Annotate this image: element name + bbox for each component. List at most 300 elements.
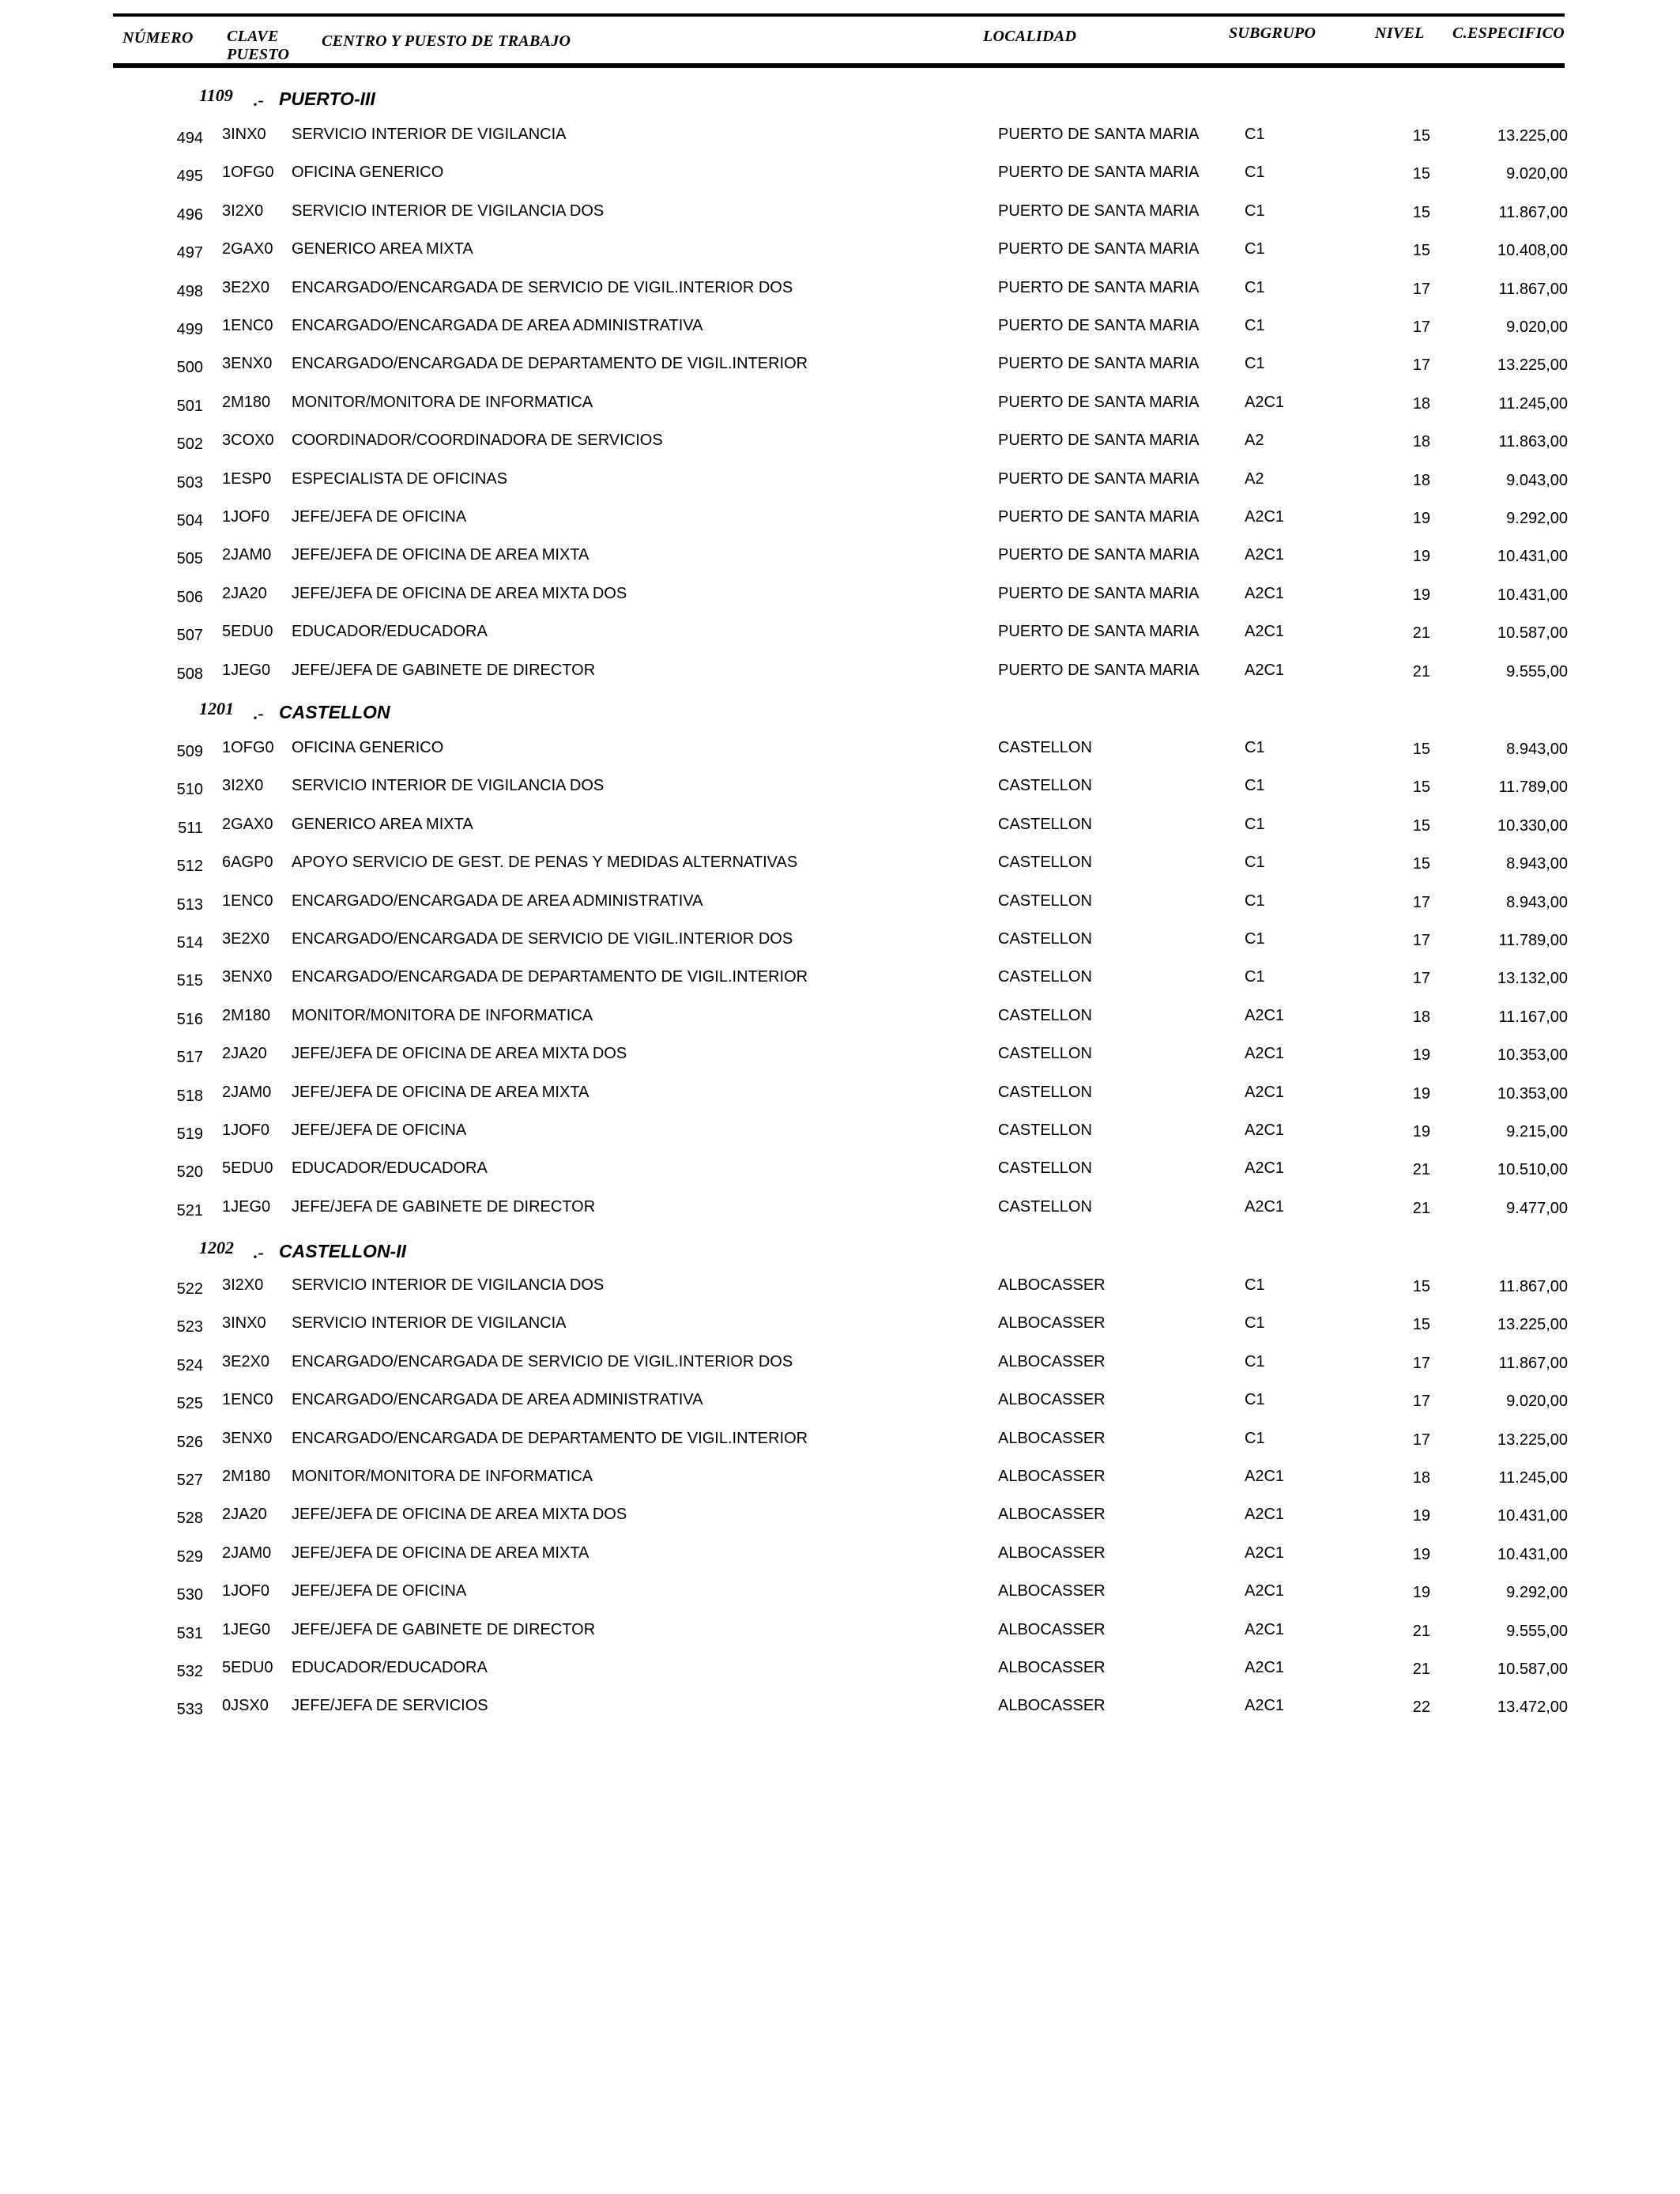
cell-c-especifico: 9.020,00 (1506, 319, 1568, 336)
cell-numero: 508 (176, 665, 203, 683)
cell-centro: ESPECIALISTA DE OFICINAS (292, 469, 508, 488)
cell-c-especifico: 9.292,00 (1506, 510, 1568, 527)
table-row (0, 854, 1680, 880)
cell-subgrupo: A2C1 (1245, 1506, 1285, 1524)
cell-centro: SERVICIO INTERIOR DE VIGILANCIA DOS (292, 777, 605, 795)
cell-nivel: 17 (1412, 1354, 1430, 1372)
cell-subgrupo: C1 (1245, 1391, 1265, 1409)
cell-nivel: 18 (1412, 1469, 1430, 1487)
cell-numero: 530 (176, 1586, 203, 1604)
cell-subgrupo: A2C1 (1245, 1697, 1285, 1715)
cell-c-especifico: 11.789,00 (1498, 932, 1568, 949)
cell-clave: 5EDU0 (222, 623, 273, 641)
cell-clave: 1ENC0 (222, 892, 273, 910)
cell-numero: 512 (176, 858, 203, 876)
cell-centro: JEFE/JEFA DE OFICINA (292, 1582, 467, 1600)
cell-numero: 503 (176, 473, 203, 492)
cell-nivel: 17 (1412, 356, 1430, 375)
cell-nivel: 21 (1412, 1661, 1430, 1678)
cell-clave: 2M180 (222, 1468, 271, 1485)
cell-clave: 2GAX0 (222, 240, 273, 258)
table-row (0, 1159, 1680, 1186)
cell-centro: ENCARGADO/ENCARGADA DE DEPARTAMENTO DE VIGIL.INTERIOR (292, 1429, 808, 1447)
table-row (0, 164, 1680, 190)
cell-subgrupo: A2C1 (1245, 508, 1285, 526)
cell-clave: 6AGP0 (222, 854, 273, 872)
cell-subgrupo: C1 (1245, 278, 1265, 296)
cell-localidad: PUERTO DE SANTA MARIA (998, 240, 1200, 258)
cell-numero: 524 (176, 1356, 203, 1374)
cell-centro: SERVICIO INTERIOR DE VIGILANCIA DOS (292, 202, 605, 220)
cell-localidad: ALBOCASSER (998, 1659, 1106, 1676)
cell-clave: 3ENX0 (222, 968, 273, 986)
cell-subgrupo: A2C1 (1245, 1006, 1285, 1024)
cell-localidad: PUERTO DE SANTA MARIA (998, 508, 1200, 526)
section-name: CASTELLON (279, 702, 390, 722)
cell-numero: 497 (176, 244, 203, 262)
cell-nivel: 15 (1412, 778, 1430, 797)
cell-clave: 3ENX0 (222, 1429, 273, 1447)
cell-nivel: 21 (1412, 1199, 1430, 1217)
cell-c-especifico: 10.431,00 (1497, 1507, 1568, 1525)
cell-c-especifico: 9.292,00 (1506, 1584, 1568, 1602)
cell-subgrupo: A2C1 (1245, 1544, 1285, 1562)
cell-nivel: 19 (1412, 1507, 1430, 1525)
cell-centro: JEFE/JEFA DE OFICINA DE AREA MIXTA (292, 546, 590, 564)
cell-nivel: 21 (1412, 1161, 1430, 1179)
cell-subgrupo: A2C1 (1245, 584, 1285, 602)
cell-centro: EDUCADOR/EDUCADORA (292, 1159, 488, 1178)
cell-clave: 3E2X0 (222, 930, 270, 948)
cell-localidad: PUERTO DE SANTA MARIA (998, 432, 1200, 450)
cell-clave: 3COX0 (222, 432, 274, 450)
cell-c-especifico: 13.225,00 (1497, 356, 1568, 375)
cell-numero: 509 (176, 743, 203, 760)
cell-clave: 2GAX0 (222, 815, 273, 833)
cell-localidad: PUERTO DE SANTA MARIA (998, 164, 1200, 182)
table-row (0, 432, 1680, 458)
cell-numero: 532 (176, 1663, 203, 1680)
cell-clave: 1ENC0 (222, 317, 273, 334)
cell-clave: 2M180 (222, 1006, 271, 1024)
header-centro: CENTRO Y PUESTO DE TRABAJO (322, 32, 571, 50)
table-row (0, 739, 1680, 766)
cell-c-especifico: 13.225,00 (1497, 127, 1568, 145)
cell-numero: 501 (176, 397, 203, 415)
cell-clave: 2M180 (222, 393, 271, 411)
header-clave: CLAVE (227, 28, 279, 45)
cell-clave: 3I2X0 (222, 1276, 264, 1294)
cell-numero: 516 (176, 1010, 203, 1028)
cell-localidad: CASTELLON (998, 739, 1092, 756)
cell-nivel: 15 (1412, 855, 1430, 873)
cell-nivel: 17 (1412, 970, 1430, 988)
table-row (0, 1391, 1680, 1418)
cell-c-especifico: 10.353,00 (1497, 1046, 1568, 1065)
table-row (0, 930, 1680, 957)
cell-c-especifico: 9.020,00 (1506, 165, 1568, 183)
cell-nivel: 21 (1412, 1622, 1430, 1640)
table-row (0, 968, 1680, 995)
cell-c-especifico: 9.215,00 (1506, 1123, 1568, 1140)
cell-clave: 2JAM0 (222, 1083, 272, 1101)
cell-subgrupo: C1 (1245, 202, 1265, 220)
table-row (0, 240, 1680, 267)
cell-nivel: 21 (1412, 662, 1430, 680)
cell-clave: 2JAM0 (222, 1544, 272, 1562)
cell-centro: JEFE/JEFA DE GABINETE DE DIRECTOR (292, 661, 596, 679)
header-nivel: NIVEL (1375, 25, 1425, 42)
cell-clave: 1ENC0 (222, 1391, 273, 1409)
cell-localidad: ALBOCASSER (998, 1352, 1106, 1370)
cell-nivel: 19 (1412, 1545, 1430, 1563)
cell-subgrupo: A2C1 (1245, 1468, 1285, 1485)
cell-c-especifico: 13.132,00 (1497, 970, 1568, 988)
cell-clave: 1JEG0 (222, 661, 271, 679)
cell-nivel: 15 (1412, 165, 1430, 183)
cell-c-especifico: 11.867,00 (1498, 1354, 1568, 1372)
table-row (0, 1007, 1680, 1034)
cell-clave: 1JOF0 (222, 1122, 270, 1139)
cell-subgrupo: A2C1 (1245, 1197, 1285, 1216)
cell-numero: 504 (176, 512, 203, 530)
cell-localidad: CASTELLON (998, 930, 1092, 948)
cell-clave: 1JEG0 (222, 1620, 271, 1638)
table-row (0, 1198, 1680, 1225)
cell-subgrupo: C1 (1245, 240, 1265, 258)
cell-localidad: ALBOCASSER (998, 1468, 1106, 1485)
cell-subgrupo: A2C1 (1245, 1659, 1285, 1676)
table-row (0, 470, 1680, 497)
cell-centro: EDUCADOR/EDUCADORA (292, 1659, 488, 1676)
cell-numero: 520 (176, 1163, 203, 1182)
cell-subgrupo: C1 (1245, 164, 1265, 182)
cell-numero: 526 (176, 1433, 203, 1451)
cell-clave: 0JSX0 (222, 1697, 269, 1715)
cell-subgrupo: C1 (1245, 1352, 1265, 1370)
cell-localidad: ALBOCASSER (998, 1582, 1106, 1600)
cell-clave: 5EDU0 (222, 1159, 273, 1178)
section-name: CASTELLON-II (279, 1241, 406, 1261)
cell-centro: ENCARGADO/ENCARGADA DE AREA ADMINISTRATIVA (292, 1391, 703, 1409)
cell-nivel: 15 (1412, 242, 1430, 260)
table-row (0, 1314, 1680, 1341)
cell-localidad: CASTELLON (998, 815, 1092, 833)
cell-clave: 2JA20 (222, 584, 267, 602)
cell-clave: 5EDU0 (222, 1659, 273, 1676)
cell-subgrupo: A2C1 (1245, 1045, 1285, 1063)
cell-numero: 511 (178, 819, 203, 837)
cell-nivel: 19 (1412, 586, 1430, 604)
table-row (0, 1544, 1680, 1571)
cell-numero: 500 (176, 359, 203, 377)
cell-localidad: ALBOCASSER (998, 1544, 1106, 1562)
cell-centro: ENCARGADO/ENCARGADA DE DEPARTAMENTO DE VIGIL.INTERIOR (292, 355, 808, 373)
cell-centro: SERVICIO INTERIOR DE VIGILANCIA (292, 126, 567, 143)
cell-c-especifico: 8.943,00 (1506, 855, 1568, 873)
cell-centro: JEFE/JEFA DE OFICINA DE AREA MIXTA DOS (292, 1506, 627, 1524)
cell-nivel: 22 (1412, 1698, 1430, 1717)
cell-c-especifico: 8.943,00 (1506, 893, 1568, 911)
cell-localidad: CASTELLON (998, 1122, 1092, 1139)
cell-c-especifico: 10.408,00 (1497, 242, 1568, 260)
cell-numero: 529 (176, 1547, 203, 1566)
cell-subgrupo: A2C1 (1245, 393, 1285, 411)
cell-subgrupo: C1 (1245, 1276, 1265, 1294)
header-localidad: LOCALIDAD (983, 28, 1077, 45)
cell-centro: ENCARGADO/ENCARGADA DE SERVICIO DE VIGIL.INTERIOR DOS (292, 930, 793, 948)
header-top-rule (113, 13, 1565, 17)
cell-nivel: 15 (1412, 203, 1430, 221)
table-row (0, 394, 1680, 420)
section-separator: .- (254, 90, 264, 110)
cell-c-especifico: 10.587,00 (1497, 624, 1568, 643)
cell-centro: JEFE/JEFA DE OFICINA DE AREA MIXTA DOS (292, 1045, 627, 1063)
cell-localidad: PUERTO DE SANTA MARIA (998, 469, 1200, 488)
cell-centro: ENCARGADO/ENCARGADA DE SERVICIO DE VIGIL.INTERIOR DOS (292, 1352, 793, 1370)
cell-nivel: 15 (1412, 816, 1430, 835)
header-puesto: PUESTO (227, 46, 290, 63)
cell-centro: OFICINA GENERICO (292, 164, 444, 182)
cell-centro: JEFE/JEFA DE SERVICIOS (292, 1697, 488, 1715)
cell-numero: 513 (176, 895, 203, 914)
cell-centro: GENERICO AREA MIXTA (292, 815, 473, 833)
cell-localidad: PUERTO DE SANTA MARIA (998, 126, 1200, 143)
table-row (0, 508, 1680, 535)
cell-clave: 3E2X0 (222, 1352, 270, 1370)
cell-centro: JEFE/JEFA DE OFICINA (292, 508, 467, 526)
cell-centro: SERVICIO INTERIOR DE VIGILANCIA DOS (292, 1276, 605, 1294)
cell-numero: 502 (176, 435, 203, 454)
table-row (0, 126, 1680, 153)
cell-c-especifico: 11.245,00 (1498, 394, 1568, 413)
table-row (0, 317, 1680, 344)
cell-c-especifico: 10.510,00 (1497, 1161, 1568, 1179)
cell-clave: 3I2X0 (222, 202, 264, 220)
cell-localidad: ALBOCASSER (998, 1506, 1106, 1524)
cell-c-especifico: 10.431,00 (1497, 1545, 1568, 1563)
cell-subgrupo: A2C1 (1245, 661, 1285, 679)
cell-c-especifico: 10.431,00 (1497, 586, 1568, 604)
cell-clave: 2JA20 (222, 1045, 267, 1063)
cell-numero: 521 (176, 1201, 203, 1220)
cell-nivel: 18 (1412, 433, 1430, 451)
header-c-especifico: C.ESPECIFICO (1452, 25, 1565, 42)
header-numero: NÚMERO (122, 29, 194, 47)
cell-localidad: PUERTO DE SANTA MARIA (998, 202, 1200, 220)
table-row (0, 892, 1680, 919)
cell-subgrupo: C1 (1245, 1429, 1265, 1447)
cell-c-especifico: 13.225,00 (1497, 1431, 1568, 1449)
cell-centro: ENCARGADO/ENCARGADA DE SERVICIO DE VIGIL.INTERIOR DOS (292, 278, 793, 296)
table-row (0, 546, 1680, 573)
cell-c-especifico: 11.863,00 (1498, 433, 1568, 451)
header-bottom-rule (113, 63, 1565, 68)
table-row (0, 585, 1680, 612)
cell-nivel: 17 (1412, 280, 1430, 298)
cell-nivel: 19 (1412, 1123, 1430, 1140)
table-row (0, 1276, 1680, 1303)
table-row (0, 1506, 1680, 1532)
cell-nivel: 17 (1412, 893, 1430, 911)
cell-clave: 1ESP0 (222, 469, 272, 488)
cell-localidad: CASTELLON (998, 892, 1092, 910)
cell-clave: 1JOF0 (222, 1582, 270, 1600)
cell-centro: ENCARGADO/ENCARGADA DE AREA ADMINISTRATIVA (292, 317, 703, 334)
cell-c-especifico: 9.555,00 (1506, 1622, 1568, 1640)
cell-centro: GENERICO AREA MIXTA (292, 240, 473, 258)
cell-numero: 525 (176, 1395, 203, 1413)
cell-centro: EDUCADOR/EDUCADORA (292, 623, 488, 641)
cell-centro: JEFE/JEFA DE OFICINA (292, 1122, 467, 1139)
header-subgrupo: SUBGRUPO (1229, 25, 1317, 42)
cell-numero: 494 (176, 130, 203, 147)
cell-subgrupo: A2C1 (1245, 623, 1285, 641)
cell-localidad: ALBOCASSER (998, 1620, 1106, 1638)
cell-clave: 3I2X0 (222, 777, 264, 795)
cell-c-especifico: 10.330,00 (1497, 816, 1568, 835)
cell-localidad: ALBOCASSER (998, 1391, 1106, 1409)
cell-clave: 2JA20 (222, 1506, 267, 1524)
cell-numero: 515 (176, 972, 203, 990)
cell-centro: COORDINADOR/COORDINADORA DE SERVICIOS (292, 432, 663, 450)
cell-nivel: 15 (1412, 127, 1430, 145)
cell-numero: 514 (176, 934, 203, 952)
cell-numero: 522 (176, 1280, 203, 1298)
cell-c-especifico: 9.020,00 (1506, 1393, 1568, 1411)
cell-numero: 505 (176, 550, 203, 568)
cell-c-especifico: 11.867,00 (1498, 203, 1568, 221)
cell-nivel: 15 (1412, 1278, 1430, 1295)
cell-numero: 533 (176, 1701, 203, 1719)
cell-centro: JEFE/JEFA DE GABINETE DE DIRECTOR (292, 1197, 596, 1216)
cell-c-especifico: 13.472,00 (1497, 1698, 1568, 1717)
cell-localidad: CASTELLON (998, 1083, 1092, 1101)
table-row (0, 202, 1680, 229)
cell-nivel: 19 (1412, 1084, 1430, 1103)
cell-clave: 3ENX0 (222, 355, 273, 373)
cell-c-especifico: 8.943,00 (1506, 741, 1568, 758)
cell-centro: SERVICIO INTERIOR DE VIGILANCIA (292, 1314, 567, 1333)
cell-localidad: CASTELLON (998, 1045, 1092, 1063)
cell-nivel: 17 (1412, 319, 1430, 336)
section-code: 1201 (199, 699, 234, 718)
cell-localidad: PUERTO DE SANTA MARIA (998, 623, 1200, 641)
table-row (0, 623, 1680, 650)
cell-localidad: CASTELLON (998, 968, 1092, 986)
section-code: 1109 (199, 85, 233, 105)
cell-numero: 517 (176, 1049, 203, 1067)
cell-clave: 1JOF0 (222, 508, 270, 526)
section-name: PUERTO-III (279, 89, 375, 109)
cell-subgrupo: A2C1 (1245, 546, 1285, 564)
table-row (0, 1084, 1680, 1110)
table-row (0, 662, 1680, 688)
cell-subgrupo: C1 (1245, 126, 1265, 143)
table-row (0, 1621, 1680, 1648)
cell-clave: 3E2X0 (222, 278, 270, 296)
cell-c-especifico: 11.789,00 (1498, 778, 1568, 797)
table-row (0, 1697, 1680, 1724)
cell-localidad: PUERTO DE SANTA MARIA (998, 317, 1200, 334)
cell-subgrupo: C1 (1245, 968, 1265, 986)
cell-centro: ENCARGADO/ENCARGADA DE AREA ADMINISTRATIVA (292, 892, 703, 910)
cell-subgrupo: A2 (1245, 432, 1264, 450)
cell-subgrupo: A2C1 (1245, 1083, 1285, 1101)
cell-centro: JEFE/JEFA DE GABINETE DE DIRECTOR (292, 1620, 596, 1638)
cell-localidad: CASTELLON (998, 777, 1092, 795)
cell-localidad: PUERTO DE SANTA MARIA (998, 584, 1200, 602)
cell-c-especifico: 10.353,00 (1497, 1084, 1568, 1103)
cell-subgrupo: C1 (1245, 815, 1265, 833)
cell-localidad: CASTELLON (998, 1006, 1092, 1024)
cell-centro: ENCARGADO/ENCARGADA DE DEPARTAMENTO DE VIGIL.INTERIOR (292, 968, 808, 986)
cell-numero: 518 (176, 1087, 203, 1105)
cell-nivel: 19 (1412, 510, 1430, 527)
table-row (0, 1430, 1680, 1457)
table-row (0, 1353, 1680, 1380)
cell-localidad: PUERTO DE SANTA MARIA (998, 355, 1200, 373)
cell-numero: 496 (176, 205, 203, 224)
section-separator: .- (254, 703, 264, 723)
cell-localidad: PUERTO DE SANTA MARIA (998, 393, 1200, 411)
cell-numero: 527 (176, 1472, 203, 1489)
cell-subgrupo: A2C1 (1245, 1620, 1285, 1638)
cell-clave: 3INX0 (222, 126, 266, 143)
table-row (0, 1468, 1680, 1495)
cell-clave: 2JAM0 (222, 546, 272, 564)
section-separator: .- (254, 1242, 264, 1262)
cell-subgrupo: C1 (1245, 739, 1265, 756)
cell-subgrupo: A2C1 (1245, 1122, 1285, 1139)
cell-subgrupo: C1 (1245, 317, 1265, 334)
cell-c-especifico: 11.867,00 (1498, 280, 1568, 298)
cell-numero: 498 (176, 282, 203, 300)
cell-c-especifico: 13.225,00 (1497, 1316, 1568, 1334)
cell-numero: 523 (176, 1318, 203, 1336)
cell-nivel: 18 (1412, 471, 1430, 489)
cell-c-especifico: 11.245,00 (1498, 1469, 1568, 1487)
cell-nivel: 17 (1412, 1431, 1430, 1449)
cell-centro: MONITOR/MONITORA DE INFORMATICA (292, 1006, 593, 1024)
cell-localidad: PUERTO DE SANTA MARIA (998, 278, 1200, 296)
cell-nivel: 18 (1412, 394, 1430, 413)
cell-numero: 531 (176, 1624, 203, 1642)
cell-subgrupo: A2C1 (1245, 1582, 1285, 1600)
cell-subgrupo: C1 (1245, 930, 1265, 948)
cell-centro: APOYO SERVICIO DE GEST. DE PENAS Y MEDIDAS ALTERNATIVAS (292, 854, 798, 872)
cell-nivel: 15 (1412, 1316, 1430, 1334)
cell-nivel: 21 (1412, 624, 1430, 643)
cell-nivel: 17 (1412, 1393, 1430, 1411)
table-row (0, 1582, 1680, 1609)
table-row (0, 777, 1680, 804)
cell-nivel: 15 (1412, 741, 1430, 758)
cell-clave: 3INX0 (222, 1314, 266, 1333)
cell-nivel: 18 (1412, 1008, 1430, 1026)
cell-numero: 507 (176, 627, 203, 645)
cell-clave: 1OFG0 (222, 164, 274, 182)
cell-c-especifico: 11.167,00 (1498, 1008, 1568, 1026)
cell-c-especifico: 11.867,00 (1498, 1278, 1568, 1295)
table-row (0, 279, 1680, 306)
cell-centro: JEFE/JEFA DE OFICINA DE AREA MIXTA (292, 1544, 590, 1562)
table-row (0, 1045, 1680, 1072)
cell-centro: JEFE/JEFA DE OFICINA DE AREA MIXTA DOS (292, 584, 627, 602)
table-row (0, 355, 1680, 382)
cell-c-especifico: 9.555,00 (1506, 662, 1568, 680)
cell-subgrupo: C1 (1245, 854, 1265, 872)
